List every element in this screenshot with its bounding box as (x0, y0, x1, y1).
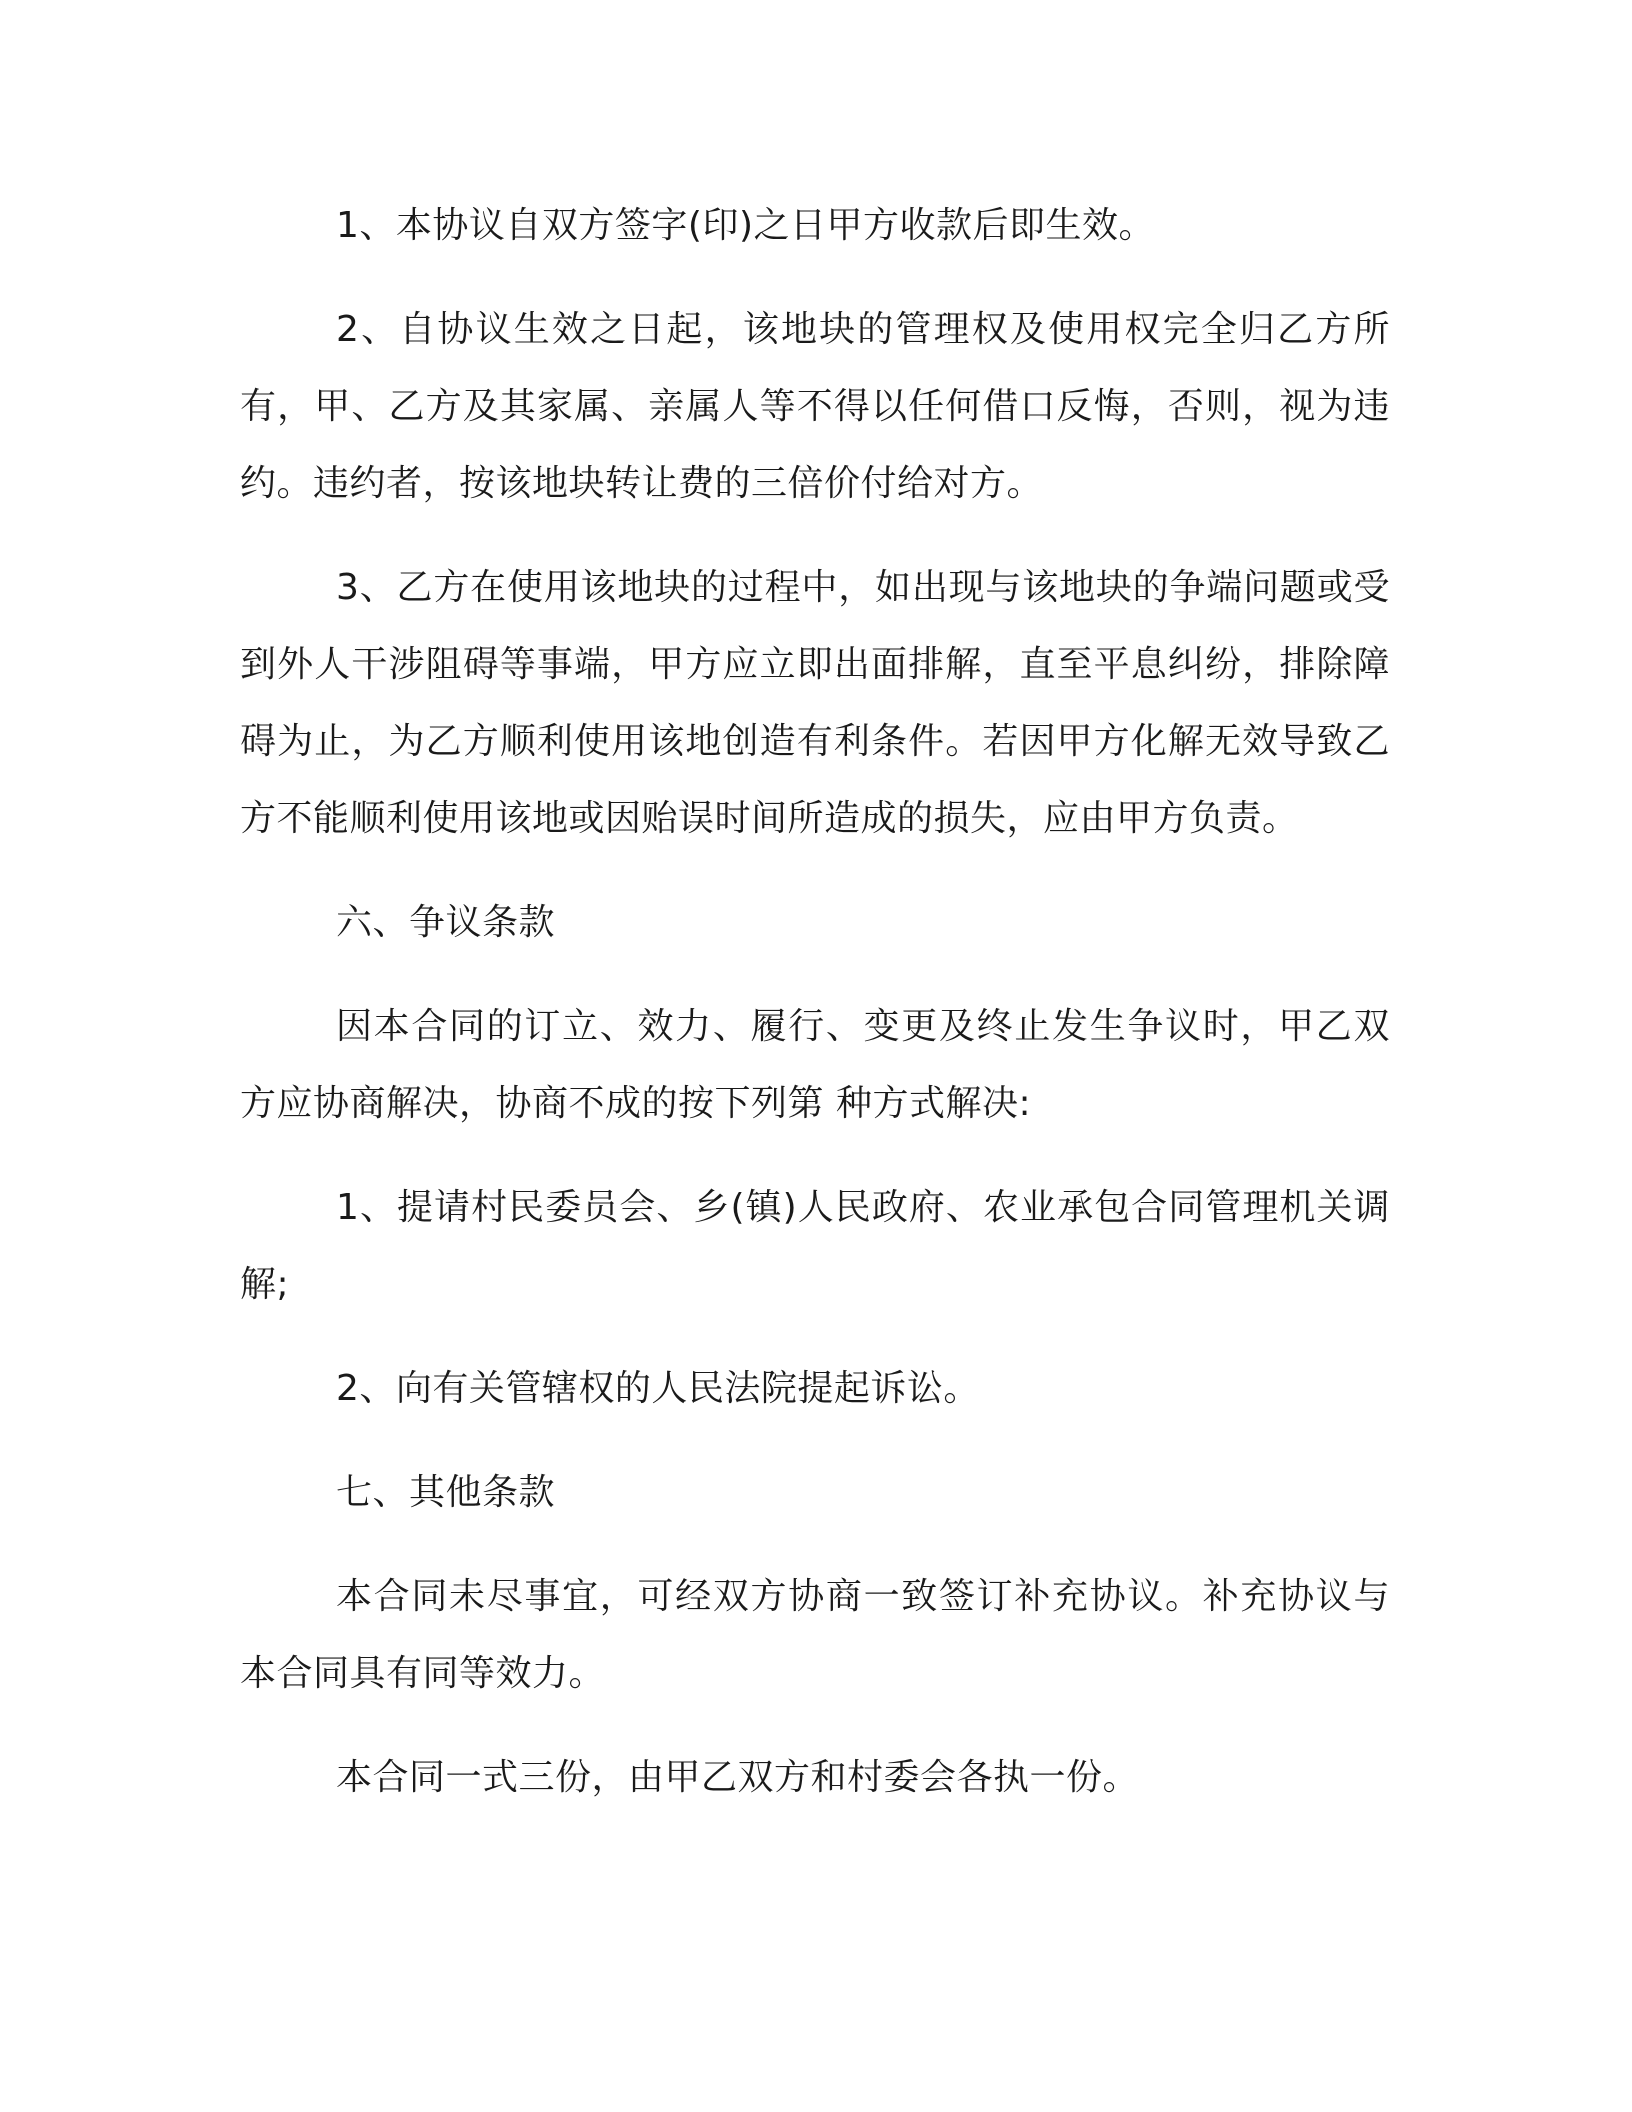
section-heading-other: 七、其他条款 (336, 1472, 556, 1513)
other-copies: 本合同一式三份，由甲乙双方和村委会各执一份。 (336, 1757, 1140, 1798)
other-supplementary: 本合同未尽事宜，可经双方协商一致签订补充协议。补充协议与本合同具有同等效力。 (240, 1576, 1390, 1694)
dispute-intro: 因本合同的订立、效力、履行、变更及终止发生争议时，甲乙双方应协商解决，协商不成的按下列第 种方式解决: (240, 1006, 1390, 1124)
section-heading-dispute: 六、争议条款 (336, 902, 556, 943)
clause-dispute-handling: 3、乙方在使用该地块的过程中，如出现与该地块的争端问题或受到外人干涉阻碍等事端，甲方应立即出面排解，直至平息纠纷，排除障碍为止，为乙方顺利使用该地创造有利条件。若因甲方化解无效导致乙方不能顺利使用该地或因贻误时间所造成的损失，应由甲方负责。 (240, 567, 1390, 839)
clause-rights-transfer: 2、自协议生效之日起，该地块的管理权及使用权完全归乙方所有，甲、乙方及其家属、亲属人等不得以任何借口反悔，否则，视为违约。违约者，按该地块转让费的三倍价付给对方。 (240, 309, 1390, 504)
document-body (240, 187, 1390, 1816)
dispute-option-litigation: 2、向有关管辖权的人民法院提起诉讼。 (336, 1368, 980, 1409)
clause-effective-date: 1、本协议自双方签字(印)之日甲方收款后即生效。 (336, 205, 1155, 246)
dispute-option-mediation: 1、提请村民委员会、乡(镇)人民政府、农业承包合同管理机关调解; (240, 1187, 1390, 1305)
